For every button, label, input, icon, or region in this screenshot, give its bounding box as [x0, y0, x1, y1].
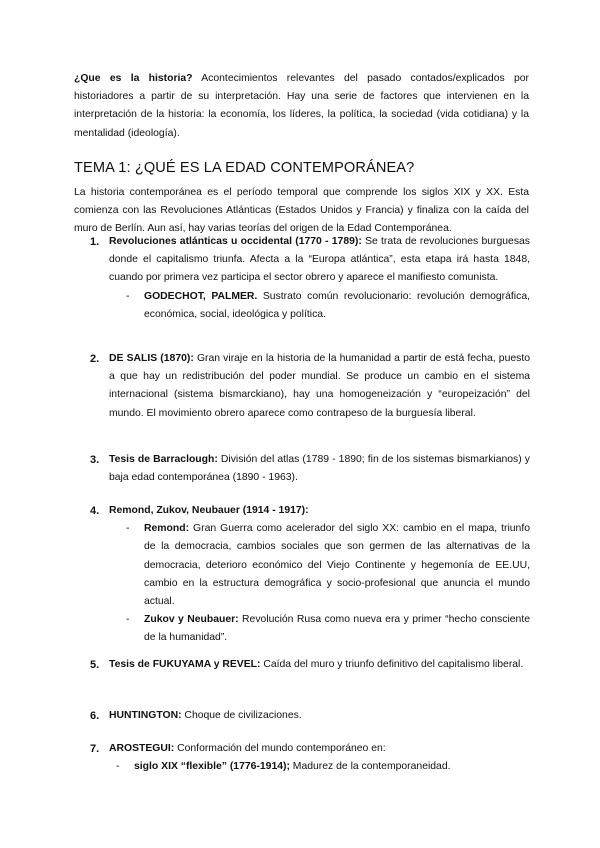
dash-marker: -	[126, 614, 130, 626]
item-body	[109, 740, 530, 758]
item-body	[109, 707, 530, 725]
sub-item-text: Sustrato común revolucionario: revolución demográfica, económica, social, ideológica y política.	[144, 290, 530, 320]
item-text: Se trata de revoluciones burguesas donde el capitalismo triunfa. Afecta a la “Europa atlántica”, esta etapa irá hasta 1848, cuando por primera vez participa el sector obrero y aparece el manifiesto comunista.	[109, 236, 531, 284]
item-text: Conformación del mundo contemporáneo en:	[174, 743, 386, 754]
sub-item-text: Madurez de la contemporaneidad.	[289, 761, 451, 773]
sub-item-label: GODECHOT, PALMER.	[144, 290, 258, 302]
list-item	[90, 740, 530, 776]
list-item	[90, 656, 530, 674]
item-label: Tesis de Barraclough:	[109, 454, 218, 465]
item-number: 6.	[90, 710, 100, 722]
sub-item-text: Revolución Rusa como nueva era y primer “hecho consciente de la humanidad”.	[144, 614, 530, 644]
item-label: Remond, Zukov, Neubauer (1914 - 1917):	[109, 505, 309, 516]
item-label: Tesis de FUKUYAMA y REVEL:	[109, 659, 261, 670]
sub-item-label: Remond:	[144, 523, 190, 535]
list-item	[90, 502, 530, 648]
item-number: 2.	[90, 353, 100, 365]
item-text: División del atlas (1789 - 1890; fin de los sistemas bismarkianos) y baja edad contemporánea (1890 - 1963).	[109, 454, 530, 484]
item-text: Caída del muro y triunfo definitivo del capitalismo liberal.	[260, 659, 524, 670]
item-number: 3.	[90, 454, 100, 466]
item-text: Choque de civilizaciones.	[181, 710, 302, 721]
sub-item-text: Gran Guerra como acelerador del siglo XX: cambio en el mapa, triunfo de la democracia, cambios sociales que son germen de las alternativas de la democracia, deterioro económico del Viejo Continente y hegemonía de EE.UU, cambio en la estructura demográfica y socio-profesional que anuncia el mundo actual.	[144, 523, 530, 608]
item-body	[109, 502, 530, 520]
list-item	[90, 451, 530, 487]
sub-item	[126, 288, 530, 324]
sub-item-label: siglo XIX “flexible” (1776-1914);	[134, 761, 290, 773]
item-body	[109, 233, 530, 288]
item-number: 4.	[90, 505, 100, 517]
sub-item	[126, 611, 530, 647]
item-number: 1.	[90, 236, 100, 248]
item-label: HUNTINGTON:	[109, 710, 182, 721]
item-text: Gran viraje en la historia de la humanidad a partir de está fecha, puesto a que hay un redistribución del poder mundial. Se produce un cambio en el sistema internacional (sistema bismarckiano), hay una homogeneización y “europeización” del mundo. El movimiento obrero aparece como contrapeso de la burguesía liberal.	[109, 353, 530, 419]
intro-paragraph	[74, 70, 529, 143]
item-number: 7.	[90, 743, 100, 755]
item-label: DE SALIS (1870):	[109, 353, 194, 364]
dash-marker: -	[116, 761, 120, 773]
list-item	[90, 350, 530, 423]
item-body	[109, 350, 530, 423]
dash-marker: -	[126, 290, 130, 302]
list-item	[90, 707, 530, 725]
item-label: Revoluciones atlánticas u occidental (1770 - 1789):	[109, 236, 362, 247]
list-item	[90, 233, 530, 324]
item-body	[109, 451, 530, 487]
section-title: TEMA 1: ¿QUÉ ES LA EDAD CONTEMPORÁNEA?	[74, 160, 415, 176]
intro-question: ¿Que es la historia?	[74, 73, 193, 84]
sub-item	[116, 758, 530, 776]
sub-item	[126, 520, 530, 611]
item-body	[109, 656, 530, 674]
intro-text: Acontecimientos relevantes del pasado contados/explicados por historiadores a partir de su interpretación. Hay una serie de factores que intervienen en la interpretación de la historia: la economía, los líderes, la política, la sociedad (vida cotidiana) y la mentalidad (ideología).	[74, 73, 529, 139]
lead-paragraph: La historia contemporánea es el período temporal que comprende los siglos XIX y XX. Esta comienza con las Revoluciones Atlánticas (Estados Unidos y Francia) y finaliza con la caída del muro de Berlín. Aun así, hay varias teorías del origen de la Edad Contemporánea.	[74, 187, 529, 235]
dash-marker: -	[126, 523, 130, 535]
item-number: 5.	[90, 659, 100, 671]
item-label: AROSTEGUI:	[109, 743, 175, 754]
sub-item-label: Zukov y Neubauer:	[144, 614, 239, 626]
